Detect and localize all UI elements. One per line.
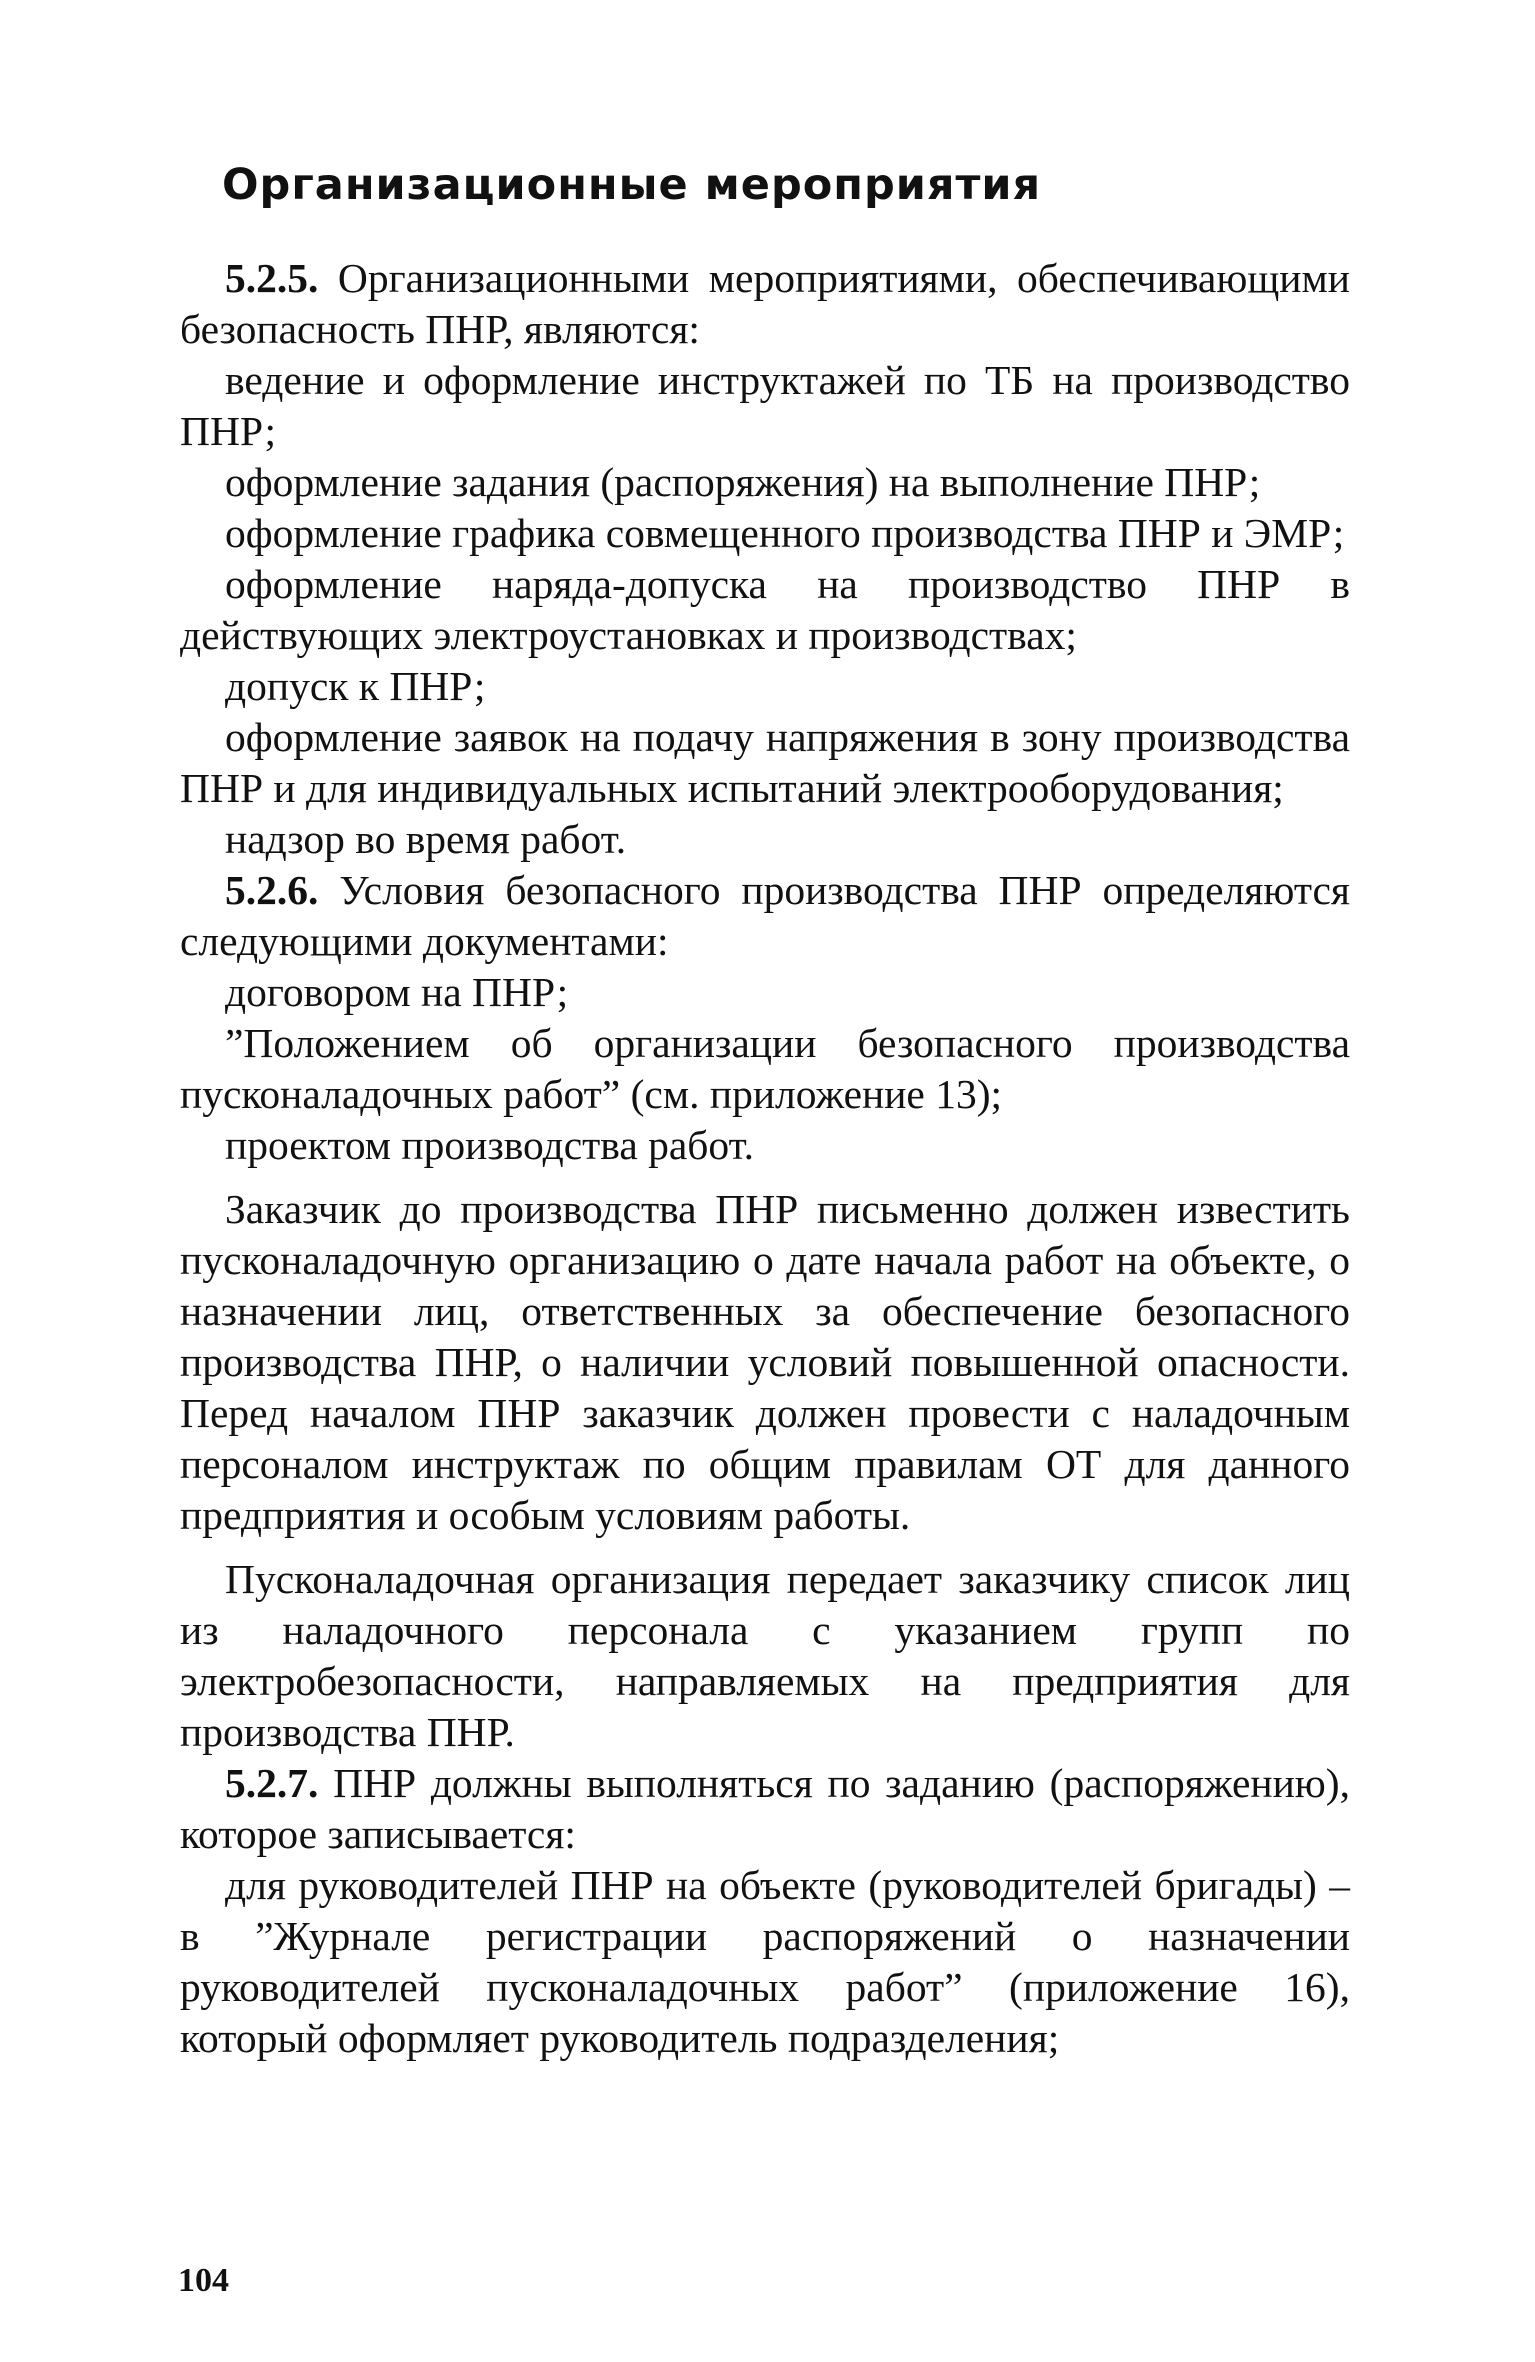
page-number: 104 xyxy=(178,2262,229,2299)
list-item: для руководителей ПНР на объекте (руководителей бригады) – в ”Журнале регистрации распоряжений о назначении руководителей пусконаладочных работ” (приложение 16), который оформляет руководитель подразделения; xyxy=(180,1862,1350,2061)
clause-number: 5.2.6. xyxy=(225,867,319,913)
list-item: договором на ПНР; xyxy=(225,969,569,1015)
clause-text: Организационными мероприятиями, обеспечивающими безопасность ПНР, являются: xyxy=(180,255,1350,352)
clause-5-2-5 xyxy=(180,253,1350,355)
list-item: надзор во время работ. xyxy=(225,816,627,862)
paragraph-organization: Пусконаладочная организация передает заказчику список лиц из наладочного персонала с указанием групп по электробезопасности, направляемых на предприятия для производства ПНР. xyxy=(180,1556,1350,1755)
clause-text: Условия безопасного производства ПНР определяются следующими документами: xyxy=(180,867,1350,964)
section-heading: Организационные мероприятия xyxy=(222,160,1042,210)
list-item: допуск к ПНР; xyxy=(225,663,486,709)
list-item: оформление заявок на подачу напряжения в зону производства ПНР и для индивидуальных испытаний электрооборудования; xyxy=(180,714,1350,811)
clause-number: 5.2.7. xyxy=(225,1760,319,1806)
paragraph-customer: Заказчик до производства ПНР письменно должен известить пусконаладочную организацию о дате начала работ на объекте, о назначении лиц, ответственных за обеспечение безопасного производства ПНР, о наличии условий повышенной опасности. Перед началом ПНР заказчик должен провести с наладочным персоналом инструктаж по общим правилам ОТ для данного предприятия и особым условиям работы. xyxy=(180,1186,1350,1538)
clause-number: 5.2.5. xyxy=(225,255,319,301)
body-text xyxy=(180,253,1350,2064)
list-item: оформление задания (распоряжения) на выполнение ПНР; xyxy=(225,459,1261,505)
list-item: проектом производства работ. xyxy=(225,1122,755,1168)
list-item: оформление наряда-допуска на производство ПНР в действующих электроустановках и производствах; xyxy=(180,561,1350,658)
clause-text: ПНР должны выполняться по заданию (распоряжению), которое записывается: xyxy=(180,1760,1350,1857)
clause-5-2-7 xyxy=(180,1758,1350,1860)
list-item: оформление графика совмещенного производства ПНР и ЭМР; xyxy=(225,510,1345,556)
list-item: ведение и оформление инструктажей по ТБ на производство ПНР; xyxy=(180,357,1350,454)
clause-5-2-6 xyxy=(180,865,1350,967)
list-item: ”Положением об организации безопасного производства пусконаладочных работ” (см. приложение 13); xyxy=(180,1020,1350,1117)
